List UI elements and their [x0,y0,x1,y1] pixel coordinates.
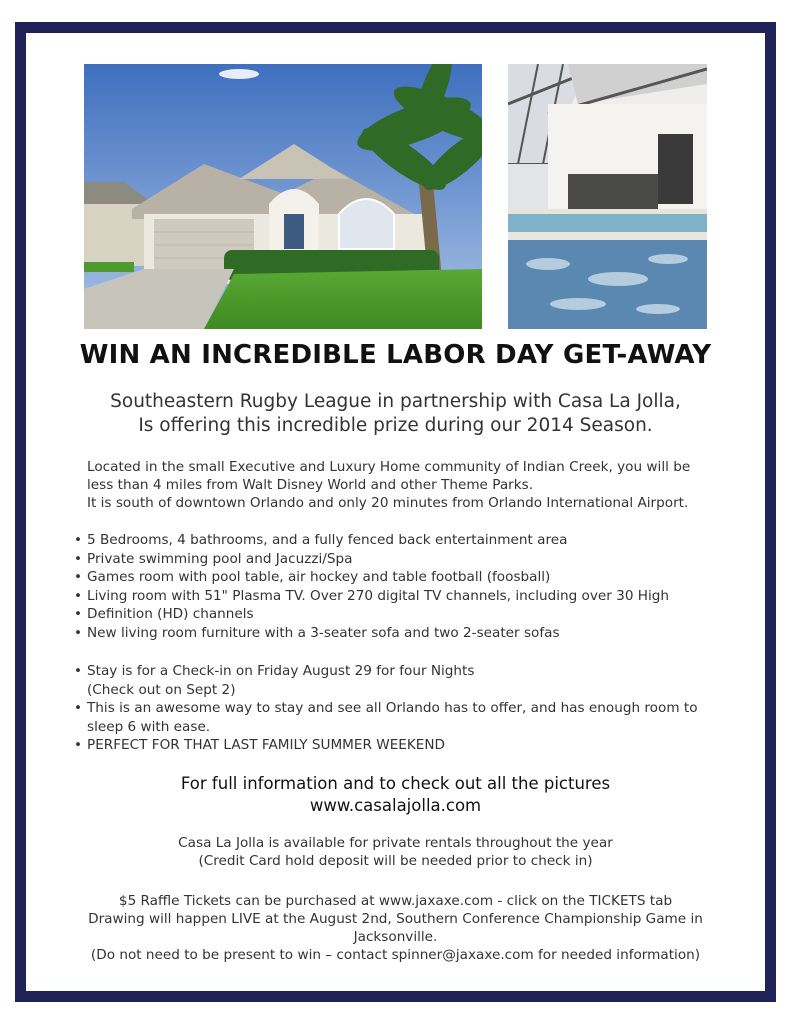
list-item: • Living room with 51" Plasma TV. Over 270 digital TV channels, including over 30 High [74,587,734,606]
cta-text: For full information and to check out all the pictures [180,774,611,793]
subtitle-line: Is offering this incredible prize during our 2014 Season. [138,415,653,436]
headline: WIN AN INCREDIBLE LABOR DAY GET-AWAY [79,340,712,370]
list-item-line: (Check out on Sept 2) [87,681,236,698]
raffle-line: (Do not need to be present to win – contact spinner@jaxaxe.com for needed information) [90,947,701,963]
raffle-line: Jacksonville. [353,929,438,945]
intro-line: less than 4 miles from Walt Disney World and other Theme Parks. [87,477,534,493]
intro-paragraph [87,458,727,512]
raffle-line: $5 Raffle Tickets can be purchased at www.jaxaxe.com - click on the TICKETS tab [118,893,673,909]
list-item: • New living room furniture with a 3-seater sofa and two 2-seater sofas [74,624,734,643]
list-item: • Definition (HD) channels [74,605,734,624]
rentals-note [60,834,731,870]
list-item: • 5 Bedrooms, 4 bathrooms, and a fully fenced back entertainment area [74,531,734,550]
subtitle-line: Southeastern Rugby League in partnership with Casa La Jolla, [110,391,681,412]
list-item: • PERFECT FOR THAT LAST FAMILY SUMMER WEEKEND [74,736,734,755]
intro-line: Located in the small Executive and Luxury Home community of Indian Creek, you will be [87,459,691,475]
website-link[interactable]: www.casalajolla.com [309,796,482,815]
pool-jacuzzi-photo [508,64,707,329]
list-item: • Private swimming pool and Jacuzzi/Spa [74,550,734,569]
house-exterior-photo [84,64,482,329]
rentals-line: Casa La Jolla is available for private rentals throughout the year [178,835,613,851]
subtitle [30,390,761,438]
list-item [74,662,734,699]
list-item-line: • This is an awesome way to stay and see all Orlando has to offer, and has enough room to [87,700,698,717]
list-item-line: • Stay is for a Check-in on Friday August 29 for four Nights [87,663,475,679]
intro-line: It is south of downtown Orlando and only 20 minutes from Orlando International Airport. [87,495,689,511]
pool-icon [508,64,707,329]
list-item [74,699,734,736]
stay-details-list [74,662,734,755]
list-item-line: sleep 6 with ease. [87,718,211,735]
raffle-line: Drawing will happen LIVE at the August 2nd, Southern Conference Championship Game in [88,911,703,927]
list-item: • Games room with pool table, air hockey and table football (foosball) [74,568,734,587]
features-list [74,531,734,643]
rentals-line: (Credit Card hold deposit will be needed prior to check in) [198,853,593,869]
house-icon [84,64,482,329]
call-to-action [30,773,761,817]
raffle-info [60,892,731,964]
